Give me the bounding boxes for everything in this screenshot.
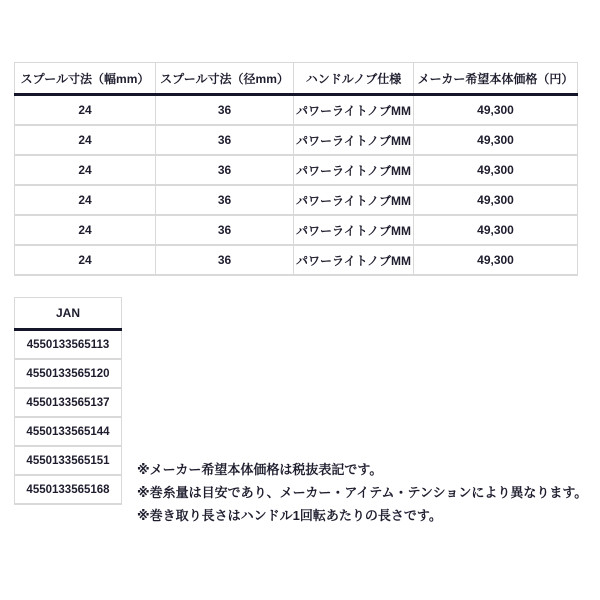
spool-diameter-cell: 36 <box>156 215 294 245</box>
spool-diameter-cell: 36 <box>156 125 294 155</box>
spec-col-header-msrp: メーカー希望本体価格（円） <box>414 63 578 95</box>
spool-diameter-cell: 36 <box>156 185 294 215</box>
handle-knob-cell: パワーライトノブMM <box>294 245 414 275</box>
jan-code-cell: 4550133565137 <box>15 388 122 417</box>
spec-table-header-row <box>15 63 578 95</box>
spec-table <box>14 62 578 276</box>
table-row <box>15 359 122 388</box>
msrp-cell: 49,300 <box>414 125 578 155</box>
msrp-cell: 49,300 <box>414 215 578 245</box>
spec-col-header-handle-knob: ハンドルノブ仕様 <box>294 63 414 95</box>
table-row <box>15 155 578 185</box>
handle-knob-cell: パワーライトノブMM <box>294 185 414 215</box>
handle-knob-cell: パワーライトノブMM <box>294 155 414 185</box>
table-row <box>15 417 122 446</box>
spool-width-cell: 24 <box>15 215 156 245</box>
msrp-cell: 49,300 <box>414 95 578 126</box>
note-line-price-tax: ※メーカー希望本体価格は税抜表記です。 <box>137 462 383 477</box>
jan-table-header-row <box>15 298 122 330</box>
handle-knob-cell: パワーライトノブMM <box>294 215 414 245</box>
table-row <box>15 330 122 360</box>
footnotes <box>137 458 597 527</box>
handle-knob-cell: パワーライトノブMM <box>294 95 414 126</box>
handle-knob-cell: パワーライトノブMM <box>294 125 414 155</box>
table-row <box>15 215 578 245</box>
jan-code-cell: 4550133565144 <box>15 417 122 446</box>
spool-diameter-cell: 36 <box>156 155 294 185</box>
spec-col-header-spool-diameter: スプール寸法（径mm） <box>156 63 294 95</box>
jan-code-cell: 4550133565151 <box>15 446 122 475</box>
spool-width-cell: 24 <box>15 155 156 185</box>
jan-code-cell: 4550133565120 <box>15 359 122 388</box>
note-line-retrieve-length: ※巻き取り長さはハンドル1回転あたりの長さです。 <box>137 508 442 523</box>
spool-width-cell: 24 <box>15 185 156 215</box>
spool-width-cell: 24 <box>15 245 156 275</box>
msrp-cell: 49,300 <box>414 245 578 275</box>
jan-code-cell: 4550133565168 <box>15 475 122 504</box>
table-row <box>15 125 578 155</box>
spool-diameter-cell: 36 <box>156 95 294 126</box>
table-row <box>15 245 578 275</box>
table-row <box>15 388 122 417</box>
note-line-line-capacity: ※巻糸量は目安であり、メーカー・アイテム・テンションにより異なります。 <box>137 485 588 500</box>
table-row <box>15 95 578 126</box>
spool-width-cell: 24 <box>15 95 156 126</box>
jan-table <box>14 297 122 505</box>
jan-code-cell: 4550133565113 <box>15 330 122 360</box>
msrp-cell: 49,300 <box>414 155 578 185</box>
jan-col-header: JAN <box>15 298 122 330</box>
msrp-cell: 49,300 <box>414 185 578 215</box>
spool-width-cell: 24 <box>15 125 156 155</box>
spool-diameter-cell: 36 <box>156 245 294 275</box>
table-row <box>15 446 122 475</box>
table-row <box>15 185 578 215</box>
spec-col-header-spool-width: スプール寸法（幅mm） <box>15 63 156 95</box>
table-row <box>15 475 122 504</box>
